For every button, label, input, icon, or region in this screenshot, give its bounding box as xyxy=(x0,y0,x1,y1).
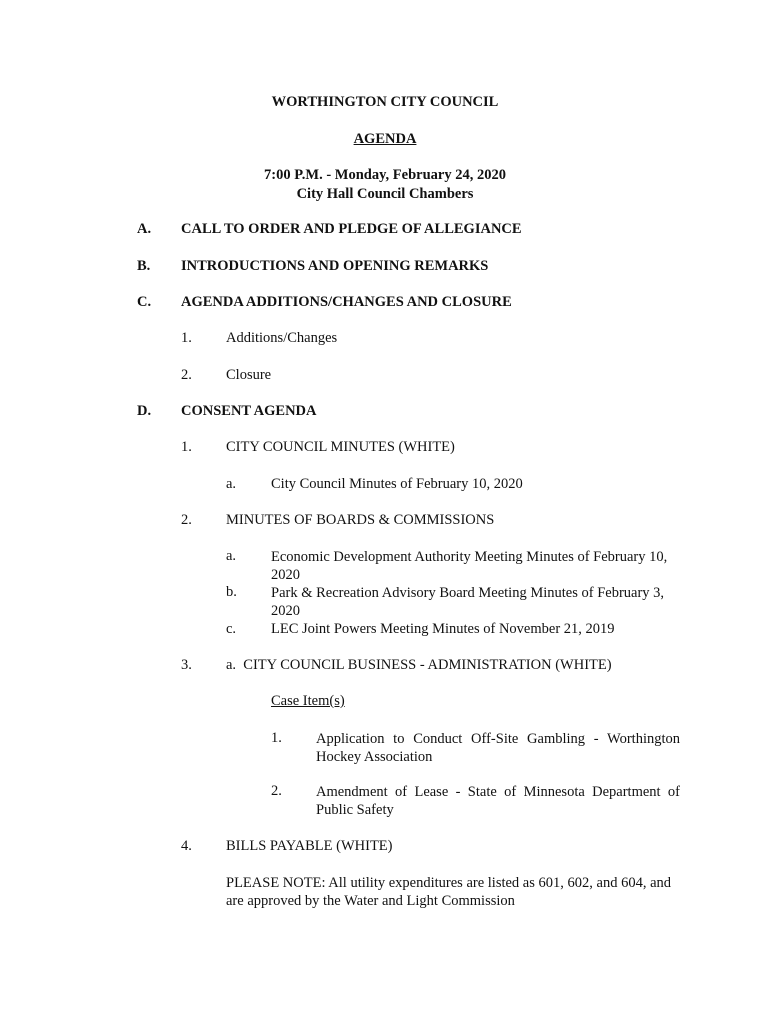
sub-item-text: LEC Joint Powers Meeting Minutes of November 21, 2019 xyxy=(271,621,615,637)
section-b-title: INTRODUCTIONS AND OPENING REMARKS xyxy=(181,258,489,274)
consent-item-num: 2. xyxy=(181,512,192,528)
sub-item-letter: a. xyxy=(226,476,237,492)
sub-item-text: Economic Development Authority Meeting Minutes of February 10, 2020 xyxy=(271,549,668,583)
section-d-letter: D. xyxy=(137,403,152,419)
sub-item-letter: a. xyxy=(226,548,237,564)
case-item-text: Application to Conduct Off-Site Gambling - Worthington Hockey Association xyxy=(316,731,680,765)
org-title: WORTHINGTON CITY COUNCIL xyxy=(271,94,499,110)
consent-item-num: 1. xyxy=(181,439,192,455)
case-item-num: 1. xyxy=(271,730,282,746)
consent-item-title: BILLS PAYABLE (WHITE) xyxy=(226,838,393,854)
sub-item-letter: c. xyxy=(226,621,237,637)
section-c-item-num: 1. xyxy=(181,330,192,346)
consent-item-title: a. CITY COUNCIL BUSINESS - ADMINISTRATION (WHITE) xyxy=(226,657,612,673)
bills-payable-note: PLEASE NOTE: All utility expenditures are listed as 601, 602, and 604, and are approved by the Water and Light Commission xyxy=(226,875,672,909)
section-a-letter: A. xyxy=(137,221,152,237)
consent-item-num: 3. xyxy=(181,657,192,673)
case-item-text: Amendment of Lease - State of Minnesota Department of Public Safety xyxy=(316,784,680,818)
section-a-title: CALL TO ORDER AND PLEDGE OF ALLEGIANCE xyxy=(181,221,522,237)
case-item-num: 2. xyxy=(271,783,282,799)
consent-item-num: 4. xyxy=(181,838,192,854)
section-c-item-text: Closure xyxy=(226,367,272,383)
consent-item-title: MINUTES OF BOARDS & COMMISSIONS xyxy=(226,512,495,528)
section-c-title: AGENDA ADDITIONS/CHANGES AND CLOSURE xyxy=(181,294,512,310)
consent-item-title: CITY COUNCIL MINUTES (WHITE) xyxy=(226,439,455,455)
sub-item-letter: b. xyxy=(226,584,237,600)
sub-item-text: City Council Minutes of February 10, 2020 xyxy=(271,476,523,492)
sub-item-text: Park & Recreation Advisory Board Meeting Minutes of February 3, 2020 xyxy=(271,585,665,619)
section-c-item-text: Additions/Changes xyxy=(226,330,338,346)
section-d-title: CONSENT AGENDA xyxy=(181,403,317,419)
meeting-location: City Hall Council Chambers xyxy=(296,186,474,202)
section-c-item-num: 2. xyxy=(181,367,192,383)
section-b-letter: B. xyxy=(137,258,151,274)
section-c-letter: C. xyxy=(137,294,152,310)
meeting-datetime: 7:00 P.M. - Monday, February 24, 2020 xyxy=(264,167,506,183)
case-items-heading: Case Item(s) xyxy=(271,693,345,709)
agenda-title: AGENDA xyxy=(353,131,417,147)
